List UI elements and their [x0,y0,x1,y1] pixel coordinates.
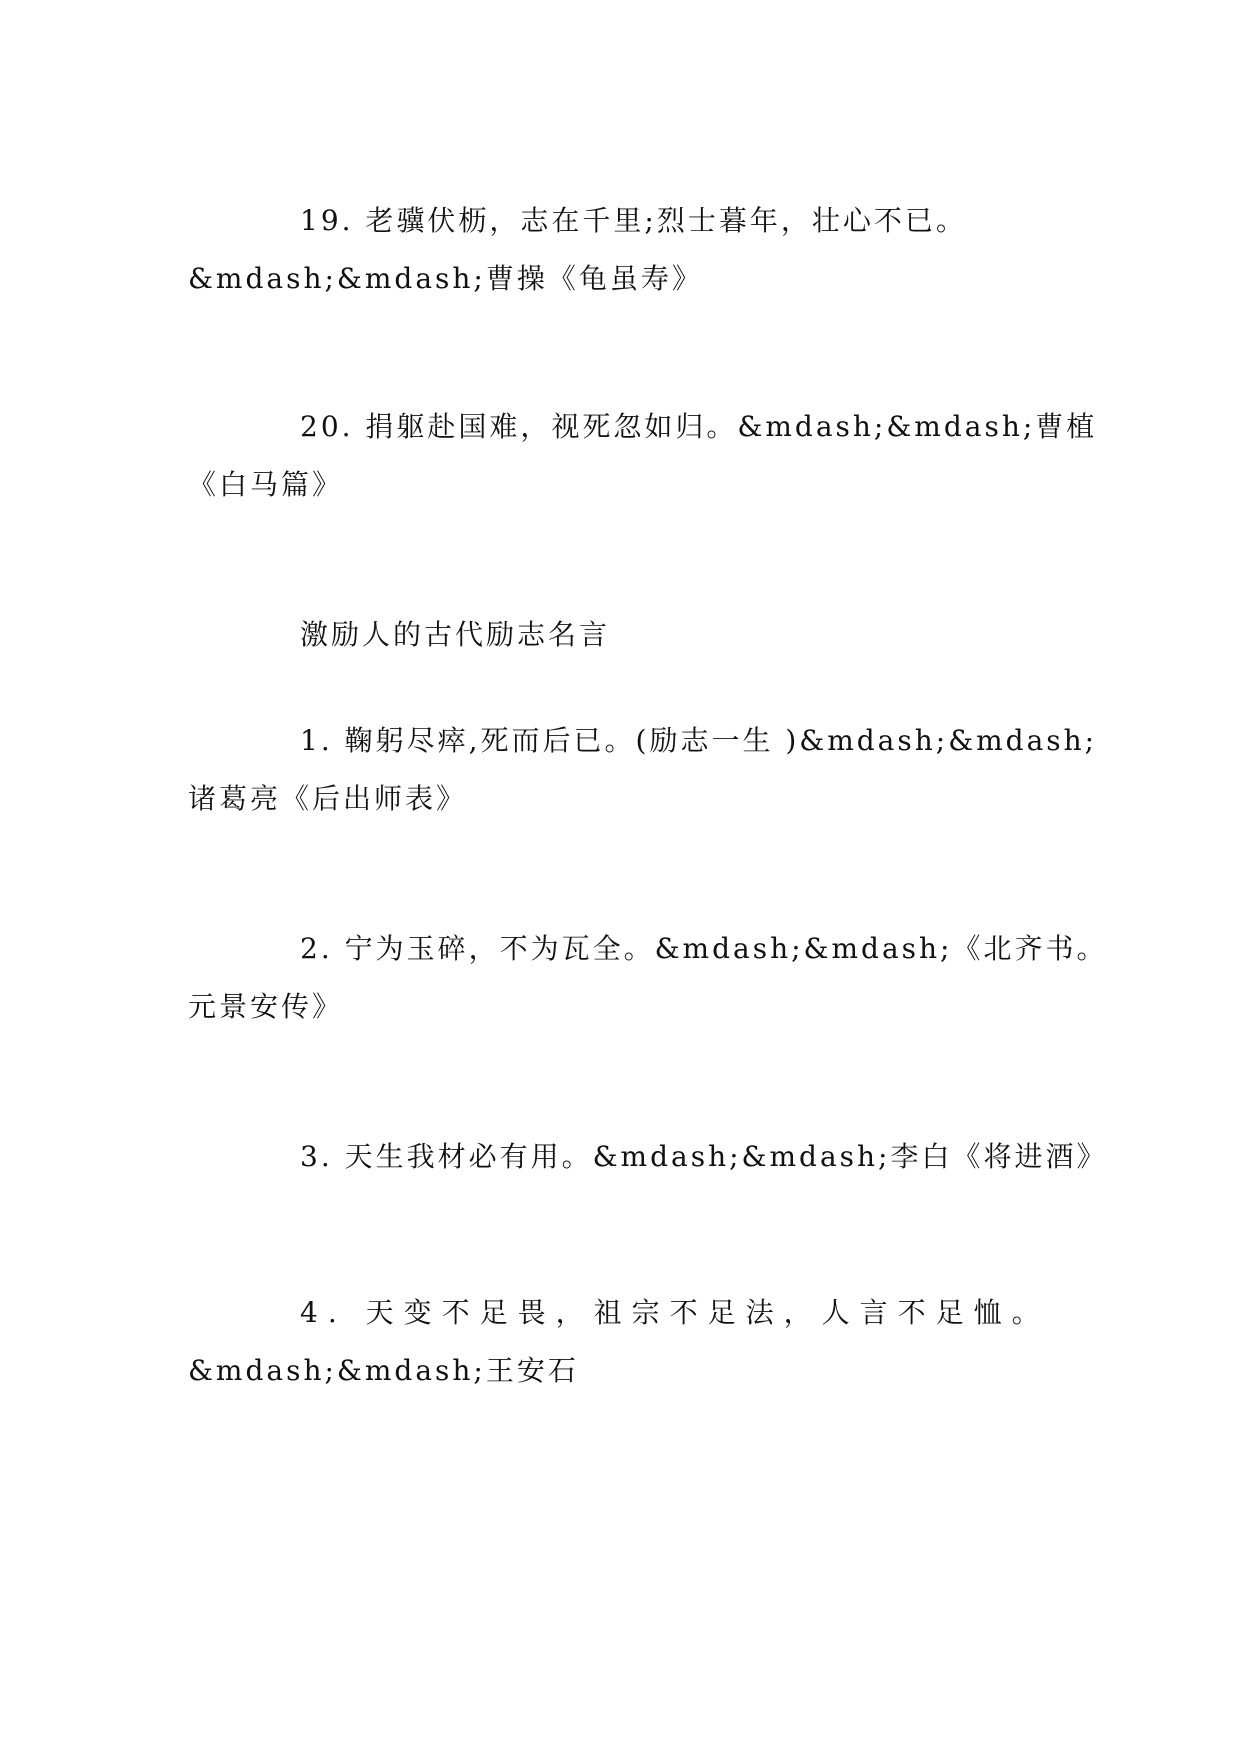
quote-line: 3. 天生我材必有用。&mdash;&mdash;李白《将进酒》 [300,1140,1108,1173]
quote-line: 元景安传》 [188,990,344,1023]
quote-line: 4. 天变不足畏，祖宗不足法，人言不足恤。 [300,1296,1050,1329]
section-heading: 激励人的古代励志名言 [300,618,611,651]
quote-line: 19. 老骥伏枥，志在千里;烈士暮年，壮心不已。 [300,204,967,237]
quote-line: &mdash;&mdash;曹操《龟虽寿》 [188,262,703,295]
quote-paragraph [188,1284,1088,1400]
quote-paragraph [188,398,1098,514]
quote-paragraph [188,712,1098,828]
quote-paragraph [188,1128,1108,1186]
quote-line: 诸葛亮《后出师表》 [188,782,468,815]
quote-paragraph [188,192,1088,308]
quote-line: &mdash;&mdash;王安石 [188,1354,579,1387]
quote-line: 《白马篇》 [188,468,344,501]
quote-paragraph [188,920,1108,1036]
quote-line: 20. 捐躯赴国难，视死忽如归。&mdash;&mdash;曹植 [300,410,1098,443]
quote-line: 2. 宁为玉碎，不为瓦全。&mdash;&mdash;《北齐书。 [300,932,1108,965]
quote-line: 1. 鞠躬尽瘁,死而后已。(励志一生 )&mdash;&mdash; [300,724,1098,757]
